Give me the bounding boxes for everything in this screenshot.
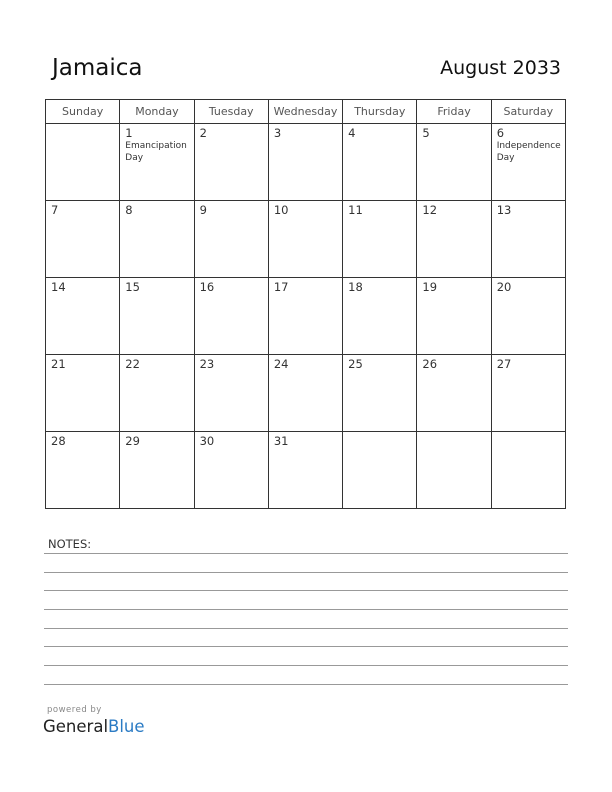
note-line — [44, 646, 568, 647]
weekday-saturday: Saturday — [491, 100, 565, 124]
day-cell — [417, 124, 491, 201]
day-cell — [343, 355, 417, 432]
weekday-wednesday: Wednesday — [268, 100, 342, 124]
day-cell — [343, 124, 417, 201]
week-row — [46, 355, 566, 432]
brand-general: General — [43, 717, 109, 736]
week-row — [46, 432, 566, 509]
note-line — [44, 628, 568, 629]
calendar-body — [46, 124, 566, 509]
note-line — [44, 609, 568, 610]
day-number: 9 — [199, 203, 207, 217]
day-cell — [491, 124, 565, 201]
week-row — [46, 278, 566, 355]
day-cell — [491, 355, 565, 432]
empty-day-cell — [343, 432, 417, 509]
day-cell — [120, 124, 194, 201]
day-number: 12 — [422, 203, 438, 217]
day-number: 10 — [273, 203, 289, 217]
note-line — [44, 590, 568, 591]
day-cell — [46, 432, 120, 509]
day-number: 17 — [273, 280, 289, 294]
day-number: 4 — [348, 126, 356, 140]
weekday-friday: Friday — [417, 100, 491, 124]
day-cell — [194, 201, 268, 278]
day-number: 23 — [199, 357, 215, 371]
day-cell — [417, 201, 491, 278]
day-number: 27 — [496, 357, 512, 371]
weekday-thursday: Thursday — [343, 100, 417, 124]
calendar-grid — [45, 99, 566, 509]
day-cell — [343, 201, 417, 278]
day-number: 5 — [422, 126, 430, 140]
day-cell — [491, 201, 565, 278]
day-cell — [120, 201, 194, 278]
day-number: 26 — [422, 357, 438, 371]
notes-label: NOTES: — [48, 537, 92, 551]
country-title: Jamaica — [52, 55, 143, 81]
day-cell — [194, 355, 268, 432]
day-number: 3 — [273, 126, 282, 140]
month-year-title: August 2033 — [440, 57, 561, 79]
note-line — [44, 684, 568, 685]
day-number: 28 — [51, 434, 66, 448]
day-cell — [491, 278, 565, 355]
day-cell — [417, 278, 491, 355]
note-line — [44, 572, 568, 573]
day-number: 16 — [199, 280, 215, 294]
day-cell — [120, 278, 194, 355]
weekday-sunday: Sunday — [46, 100, 120, 124]
weekday-tuesday: Tuesday — [194, 100, 268, 124]
day-cell — [46, 355, 120, 432]
holiday-label: Independence Day — [496, 141, 561, 163]
day-number: 11 — [348, 203, 363, 217]
brand-logo[interactable] — [43, 717, 145, 736]
day-number: 20 — [496, 280, 512, 294]
day-number: 6 — [496, 126, 505, 140]
day-number: 1 — [125, 126, 133, 140]
day-cell — [194, 432, 268, 509]
day-number: 29 — [125, 434, 140, 448]
brand-blue: Blue — [108, 717, 145, 736]
day-cell — [120, 355, 194, 432]
day-number: 24 — [273, 357, 289, 371]
empty-day-cell — [417, 432, 491, 509]
week-row — [46, 201, 566, 278]
day-cell — [194, 124, 268, 201]
day-number: 14 — [51, 280, 66, 294]
day-number: 31 — [273, 434, 289, 448]
day-number: 21 — [51, 357, 66, 371]
day-number: 7 — [51, 203, 59, 217]
powered-by-text: powered by — [47, 705, 102, 715]
empty-day-cell — [46, 124, 120, 201]
day-number: 30 — [199, 434, 215, 448]
day-number: 18 — [348, 280, 363, 294]
day-cell — [417, 355, 491, 432]
day-cell — [268, 355, 342, 432]
day-cell — [46, 201, 120, 278]
day-cell — [268, 432, 342, 509]
day-number: 13 — [496, 203, 512, 217]
note-line — [44, 665, 568, 666]
day-number: 8 — [125, 203, 133, 217]
week-row — [46, 124, 566, 201]
holiday-label: Emancipation Day — [125, 141, 187, 163]
day-number: 19 — [422, 280, 438, 294]
weekday-header-row — [46, 100, 566, 124]
day-number: 25 — [348, 357, 363, 371]
day-cell — [343, 278, 417, 355]
day-cell — [268, 124, 342, 201]
weekday-monday: Monday — [120, 100, 194, 124]
day-cell — [268, 201, 342, 278]
day-number: 22 — [125, 357, 140, 371]
day-cell — [268, 278, 342, 355]
empty-day-cell — [491, 432, 565, 509]
day-cell — [120, 432, 194, 509]
day-cell — [46, 278, 120, 355]
note-line — [44, 553, 568, 554]
day-cell — [194, 278, 268, 355]
day-number: 15 — [125, 280, 140, 294]
day-number: 2 — [199, 126, 207, 140]
